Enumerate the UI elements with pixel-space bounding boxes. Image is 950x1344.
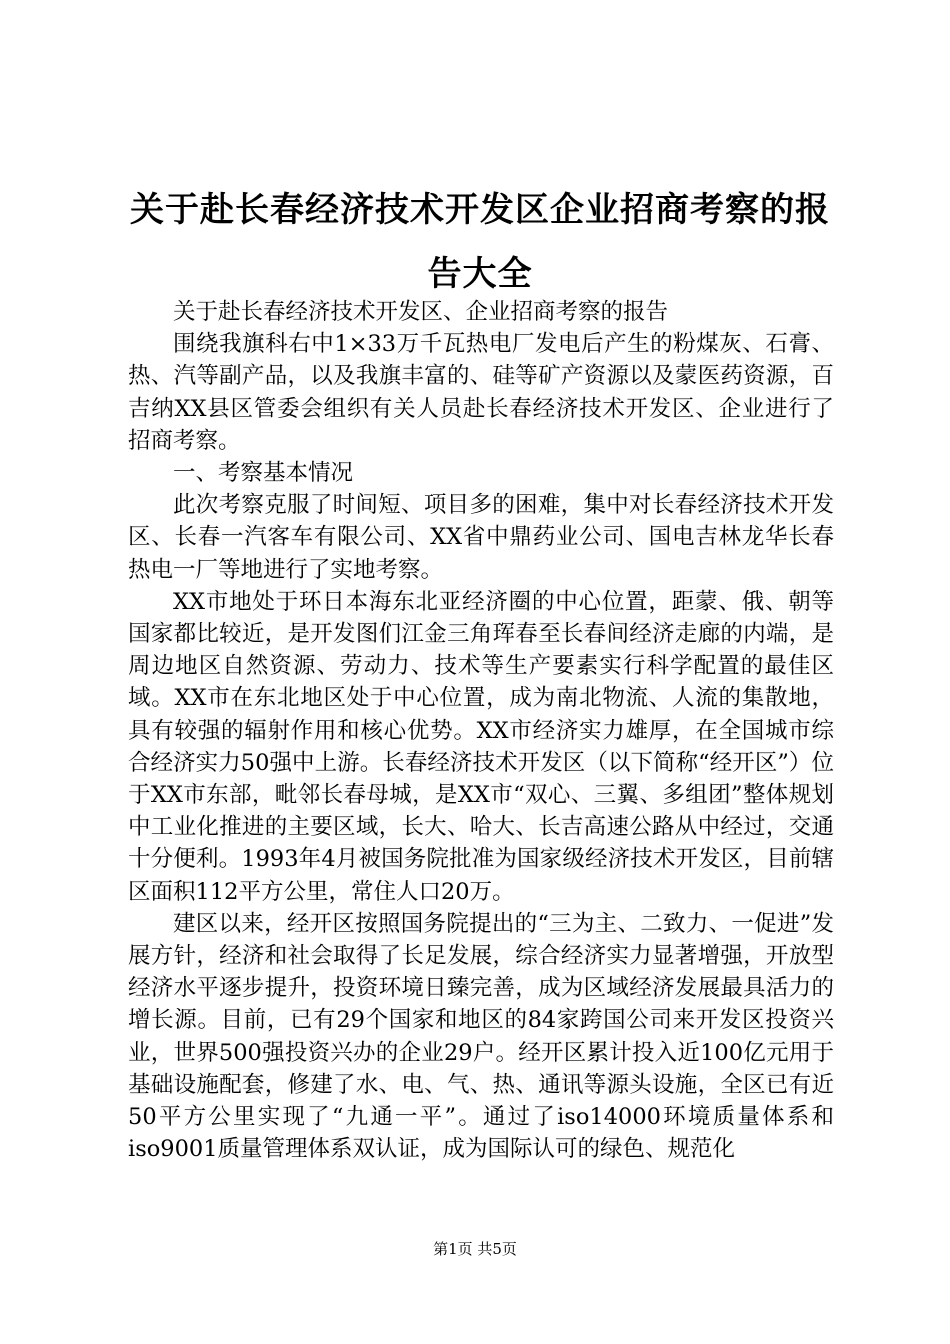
section-heading-basic-situation: 一、考察基本情况 — [173, 460, 354, 487]
document-body — [128, 296, 834, 1165]
paragraph-development-zone: 建区以来，经开区按照国务院提出的“三为主、二致力、一促进”发展方针，经济和社会取得了长足发展，综合经济实力显著增强，开放型经济水平逐步提升，投资环境日臻完善，成为区域经济发展最具活力的增长源。目前，已有29个国家和地区的84家跨国公司来开发区投资兴业，世界500强投资兴办的企业29户。经开区累计投入近100亿元用于基础设施配套，修建了水、电、气、热、通讯等源头设施，全区已有近50平方公里实现了“九通一平”。通过了iso14000环境质量体系和iso9001质量管理体系双认证，成为国际认可的绿色、规范化 — [128, 910, 834, 1163]
document-title: 关于赴长春经济技术开发区企业招商考察的报告大全 — [130, 190, 830, 294]
paragraph-intro: 围绕我旗科右中1×33万千瓦热电厂发电后产生的粉煤灰、石膏、热、汽等副产品，以及我旗丰富的、硅等矿产资源以及蒙医药资源，百吉纳XX县区管委会组织有关人员赴长春经济技术开发区、企业进行了招商考察。 — [128, 331, 834, 454]
paragraph-report-heading: 关于赴长春经济技术开发区、企业招商考察的报告 — [173, 299, 669, 325]
page-footer: 第1页 共5页 — [433, 1240, 517, 1258]
paragraph-inspection-summary: 此次考察克服了时间短、项目多的困难，集中对长春经济技术开发区、长春一汽客车有限公司、XX省中鼎药业公司、国电吉林龙华长春热电一厂等地进行了实地考察。 — [128, 492, 834, 583]
paragraph-city-overview: XX市地处于环日本海东北亚经济圈的中心位置，距蒙、俄、朝等国家都比较近，是开发图们江金三角珲春至长春间经济走廊的内端，是周边地区自然资源、劳动力、技术等生产要素实行科学配置的最佳区域。XX市在东北地区处于中心位置，成为南北物流、人流的集散地，具有较强的辐射作用和核心优势。XX市经济实力雄厚，在全国城市综合经济实力50强中上游。长春经济技术开发区（以下简称“经开区”）位于XX市东部，毗邻长春母城，是XX市“双心、三翼、多组团”整体规划中工业化推进的主要区域，长大、哈大、长吉高速公路从中经过，交通十分便利。1993年4月被国务院批准为国家级经济技术开发区，目前辖区面积112平方公里，常住人口20万。 — [128, 588, 834, 905]
